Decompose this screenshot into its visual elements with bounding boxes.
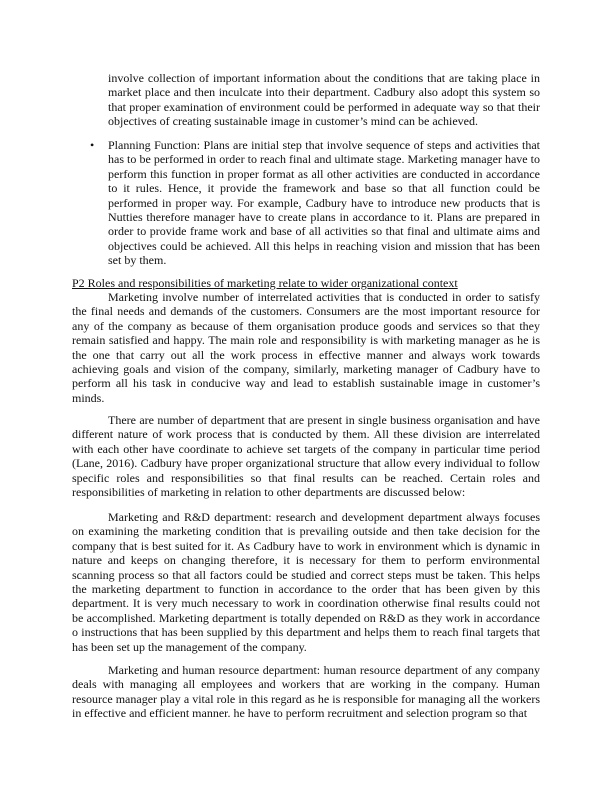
paragraph-hr-department: Marketing and human resource department: human resource department of any company deals with managing all employees and workers that are working in the company. Human resource manager play a vital role in this regard as he is responsible for managing all the workers in effective and efficient manner. he have to perform recruitment and selection program so that — [72, 663, 540, 721]
bullet-item-planning-function: Planning Function: Plans are initial step that involve sequence of steps and activities that has to be performed in order to reach final and ultimate stage. Marketing manager have to perform this function in proper format as all other activities are conducted in accordance to it rules. Hence, it provide the framework and base so that all function could be performed in proper way. For example, Cadbury have to introduce new products that is Nutties therefore manager have to create plans in accordance to it. Plans are prepared in order to provide frame work and base of all activities so that final and ultimate aims and objectives could be achieved. All this helps in reaching vision and mission that has been set by them. — [108, 138, 540, 268]
paragraph-rd-department: Marketing and R&D department: research and development department always focuses on examining the marketing condition that is prevailing outside and then take decision for the company that is best suited for it. As Cadbury have to work in environment which is dynamic in nature and keeps on changing therefore, it is necessary for them to perform environmental scanning process so that all factors could be studied and correct steps must be taken. This helps the marketing department to function in accordance to the order that has been given by this department. It is very much necessary to work in coordination otherwise final results could not be accomplished. Marketing department is totally depended on R&D as they work in accordance o instructions that has been supplied by this department and helps them to reach final targets that has been set up the management of the company. — [72, 510, 540, 654]
paragraph-departments: There are number of department that are present in single business organisation and have different nature of work process that is conducted by them. All these division are interrelated with each other have coordinate to achieve set targets of the company in particular time period (Lane, 2016). Cadbury have proper organizational structure that allow every individual to follow specific roles and responsibilities so that final results can be reached. Certain roles and responsibilities of marketing in relation to other departments are discussed below: — [72, 413, 540, 500]
continuation-paragraph: involve collection of important information about the conditions that are taking place in market place and then inculcate into their department. Cadbury also adopt this system so that proper examination of environment could be performed in adequate way so that their objectives of creating sustainable image in customer’s mind can be achieved. — [108, 71, 540, 129]
bullet-icon: • — [90, 138, 95, 152]
paragraph-marketing-role: Marketing involve number of interrelated activities that is conducted in order to satisfy the final needs and demands of the customers. Consumers are the most important resource for any of the company as because of them organisation produce goods and services so that they remain satisfied and happy. The main role and responsibility is with marketing manager as he is the one that carry out all the work process in effective manner and always work towards achieving goals and vision of the company, similarly, marketing manager of Cadbury have to perform all his task in conducive way and lead to establish sustainable image in customer’s minds. — [72, 290, 540, 405]
section-heading: P2 Roles and responsibilities of marketing relate to wider organizational context — [72, 276, 458, 290]
